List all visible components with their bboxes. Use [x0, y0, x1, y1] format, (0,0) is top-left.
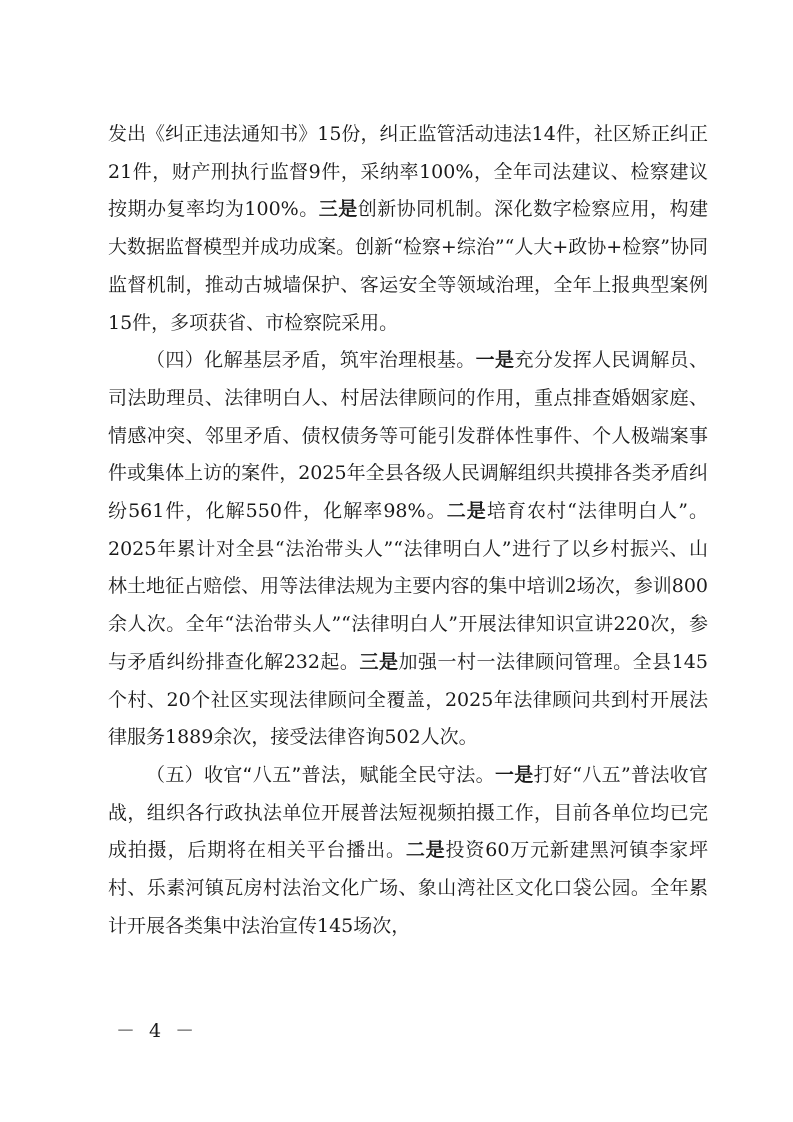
emphasis-lead: 二是: [405, 839, 446, 862]
emphasis-lead: 三是: [359, 650, 399, 673]
emphasis-lead: 二是: [446, 500, 487, 523]
body-text-run: 充分发挥人民调解员、司法助理员、法律明白人、村居法律顾问的作用，重点排查婚姻家庭、情感冲突、邻里矛盾、债权债务等可能引发群体性事件、个人极端案事件或集体上访的案件，2025年全县各级人民调解组织共摸排各类矛盾纠纷561件，化解550件，化解率98%。: [108, 349, 708, 523]
emphasis-lead: 一是: [494, 763, 534, 786]
paragraph-1: [108, 116, 708, 342]
page-number: － 4 －: [116, 1020, 199, 1042]
document-body: [108, 116, 708, 945]
body-text-run: 培育农村“法律明白人”。2025年累计对全县“法治带头人”“法律明白人”进行了以乡村振兴、山林土地征占赔偿、用等法律法规为主要内容的集中培训2场次，参训800余人次。全年“法治带头人”“法律明白人”开展法律知识宣讲220次，参与矛盾纠纷排查化解232起。: [108, 500, 708, 673]
section-heading: （四）化解基层矛盾，筑牢治理根基。: [146, 349, 476, 372]
body-text-run: 打好“八五”普法收官战，组织各行政执法单位开展普法短视频拍摄工作，目前各单位均已完成拍摄，后期将在相关平台播出。: [108, 763, 708, 862]
body-text-run: 发出《纠正违法通知书》15份，纠正监管活动违法14件，社区矫正纠正21件，财产刑执行监督9件，采纳率100%，全年司法建议、检察建议按期办复率均为100%。: [108, 123, 708, 221]
body-text-run: 加强一村一法律顾问管理。全县145个村、20个社区实现法律顾问全覆盖，2025年法律顾问共到村开展法律服务1889余次，接受法律咨询502人次。: [108, 650, 708, 749]
paragraph-3: [108, 757, 708, 946]
emphasis-lead: 一是: [475, 349, 515, 372]
body-text-run: 创新协同机制。深化数字检察应用，构建大数据监督模型并成功成案。创新“检察+综治”“人大+政协+检察”协同监督机制，推动古城墙保护、客运安全等领域治理，全年上报典型案例15件，多项获省、市检察院采用。: [108, 198, 708, 334]
emphasis-lead: 三是: [318, 198, 358, 221]
body-text-run: 投资60万元新建黑河镇李家坪村、乐素河镇瓦房村法治文化广场、象山湾社区文化口袋公园。全年累计开展各类集中法治宣传145场次，: [108, 839, 708, 937]
section-heading: （五）收官“八五”普法，赋能全民守法。: [146, 763, 495, 786]
paragraph-2: [108, 342, 708, 757]
